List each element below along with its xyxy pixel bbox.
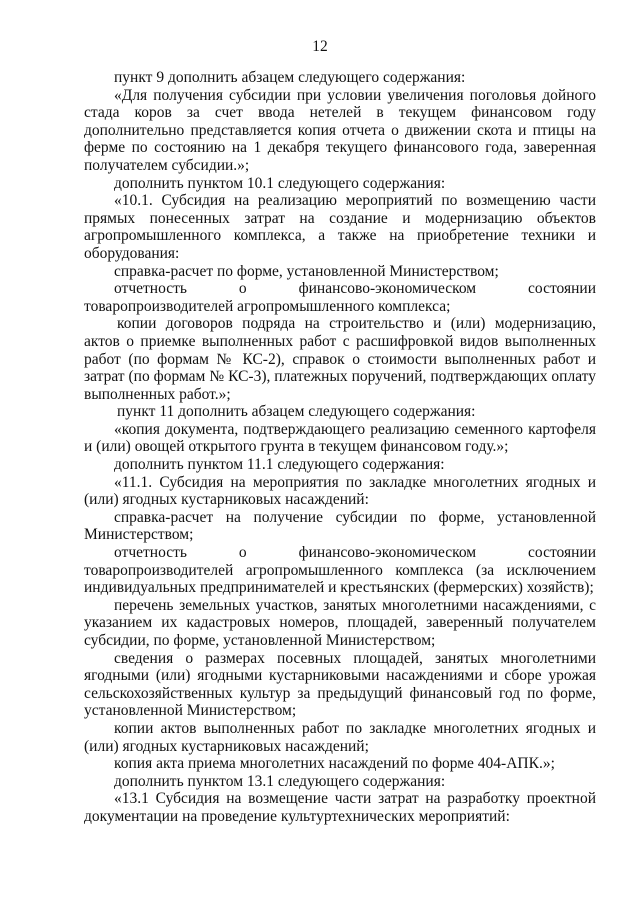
paragraph: «копия документа, подтверждающего реализацию семенного картофеля и (или) овощей открытого грунта в текущем финансовом году.»; (84, 420, 596, 456)
page-number: 12 (312, 38, 328, 55)
paragraph: копия акта приема многолетних насаждений по форме 404-АПК.»; (114, 755, 555, 773)
paragraph: копии актов выполненных работ по закладке многолетних ягодных и (или) ягодных кустарниковых насаждений; (84, 719, 596, 755)
paragraph: сведения о размерах посевных площадей, занятых многолетними ягодными (или) ягодными кустарниковыми насаждениями и сборе урожая сельскохозяйственных культур за предыдущий финансовый год по форме, установленной Министерством; (84, 649, 596, 720)
paragraph: перечень земельных участков, занятых многолетними насаждениями, с указанием их кадастровых номеров, площадей, заверенный получателем субсидии, по форме, установленной Министерством; (84, 596, 596, 649)
paragraph: «11.1. Субсидия на мероприятия по закладке многолетних ягодных и (или) ягодных кустарниковых насаждений: (84, 473, 596, 509)
paragraph: «10.1. Субсидия на реализацию мероприятий по возмещению части прямых понесенных затрат на создание и модернизацию объектов агропромышленного комплекса, а также на приобретение техники и оборудования: (84, 192, 596, 262)
paragraph: пункт 11 дополнить абзацем следующего содержания: (117, 403, 476, 421)
paragraph: отчетность о финансово-экономическом состоянии товаропроизводителей агропромышленного комплекса; (84, 280, 596, 315)
paragraph: «13.1 Субсидия на возмещение части затрат на разработку проектной документации на проведение культуртехнических мероприятий: (84, 790, 596, 825)
paragraph: справка-расчет на получение субсидии по форме, установленной Министерством; (84, 508, 596, 544)
paragraph: дополнить пунктом 11.1 следующего содержания: (114, 456, 445, 474)
document-body (84, 69, 596, 826)
paragraph: справка-расчет по форме, установленной Министерством; (114, 262, 499, 280)
paragraph: отчетность о финансово-экономическом состоянии товаропроизводителей агропромышленного комплекса (за исключением индивидуальных предпринимателей и крестьянских (фермерских) хозяйств); (84, 544, 596, 597)
paragraph: дополнить пунктом 13.1 следующего содержания: (114, 772, 446, 790)
paragraph: пункт 9 дополнить абзацем следующего содержания: (114, 69, 466, 86)
paragraph: дополнить пунктом 10.1 следующего содержания: (114, 174, 446, 192)
paragraph: «Для получения субсидии при условии увеличения поголовья дойного стада коров за счет ввода нетелей в текущем финансовом году дополнительно представляется копия отчета о движении скота и птицы на ферме по состоянию на 1 декабря текущего финансового года, заверенная получателем субсидии.»; (84, 86, 596, 174)
paragraph: копии договоров подряда на строительство и (или) модернизацию, актов о приемке выполненных работ с расшифровкой видов выполненных работ (по формам № КС-2), справок о стоимости выполненных работ и затрат (по формам № КС-3), платежных поручений, подтверждающих оплату выполненных работ.»; (84, 315, 596, 403)
